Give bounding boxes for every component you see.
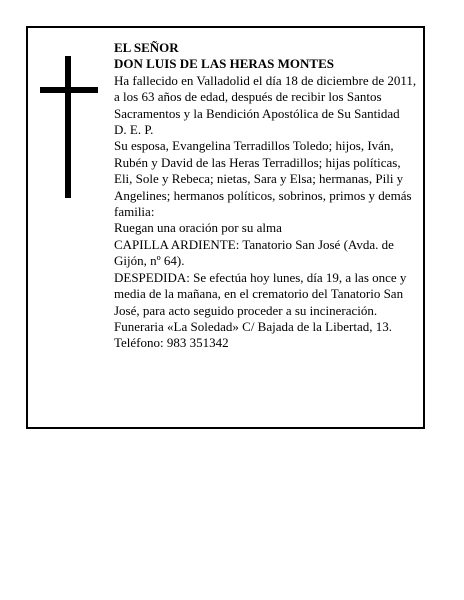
prayer-request: Ruegan una oración por su alma	[114, 220, 282, 236]
family-list: Su esposa, Evangelina Terradillos Toledo; hijos, Iván, Rubén y David de las Heras Terradillos; hijas políticas, Eli, Sole y Rebeca; nietas, Sara y Elsa; hermanas, Pili y Angelines; hermanos políticos, sobrinos, primos y demás familia:	[114, 138, 412, 220]
cross-horizontal-bar	[40, 87, 98, 93]
rip-line: D. E. P.	[114, 122, 154, 138]
notice-text	[114, 40, 422, 352]
farewell-info: DESPEDIDA: Se efectúa hoy lunes, día 19, a las once y media de la mañana, en el crematorio del Tanatorio San José, para acto seguido proceder a su incineración.	[114, 269, 407, 318]
phone-number: Teléfono: 983 351342	[114, 335, 229, 351]
chapel-info: CAPILLA ARDIENTE: Tanatorio San José (Avda. de Gijón, nº 64).	[114, 236, 394, 269]
death-statement: Ha fallecido en Valladolid el día 18 de diciembre de 2011, a los 63 años de edad, después de recibir los Santos Sacramentos y la Bendición Apostólica de Su Santidad	[114, 72, 417, 121]
obituary-notice	[26, 26, 425, 429]
latin-cross-icon	[40, 56, 98, 198]
funeral-home: Funeraria «La Soledad» C/ Bajada de la Libertad, 13.	[114, 318, 392, 334]
notice-title: EL SEÑOR	[114, 40, 179, 55]
deceased-name: DON LUIS DE LAS HERAS MONTES	[114, 56, 334, 72]
cross-vertical-bar	[65, 56, 71, 198]
